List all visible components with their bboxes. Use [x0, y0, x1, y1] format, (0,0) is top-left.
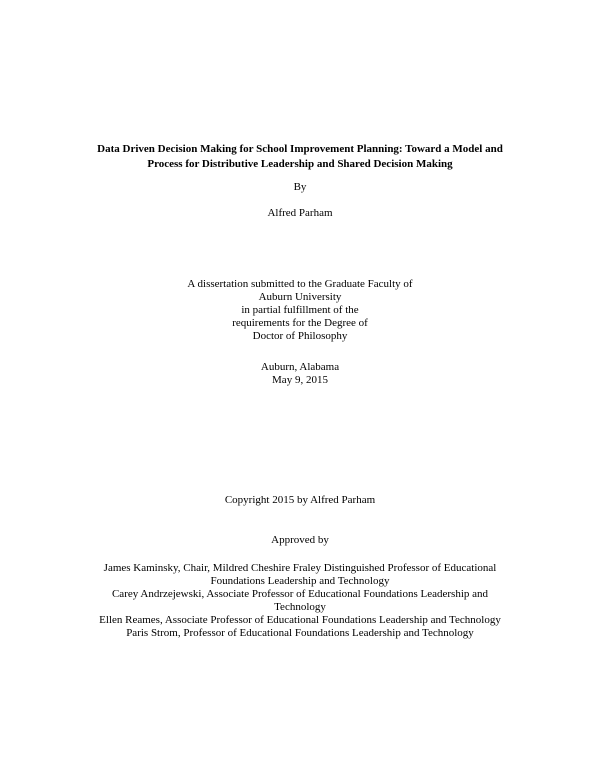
- committee-line-3: Carey Andrzejewski, Associate Professor of Educational Foundations Leadership and: [111, 588, 489, 600]
- submission-line-5: Doctor of Philosophy: [252, 330, 348, 342]
- place-and-date: [60, 361, 540, 387]
- submission-statement: [60, 278, 540, 343]
- committee-list: [70, 562, 530, 640]
- submission-line-2: Auburn University: [258, 291, 342, 303]
- date-line: May 9, 2015: [272, 374, 328, 386]
- copyright-notice: Copyright 2015 by Alfred Parham: [224, 494, 376, 506]
- committee-line-6: Paris Strom, Professor of Educational Foundations Leadership and Technology: [126, 627, 474, 639]
- by-label: By: [293, 181, 307, 193]
- committee-line-1: James Kaminsky, Chair, Mildred Cheshire Fraley Distinguished Professor of Educational: [103, 562, 497, 574]
- title-line-1: Data Driven Decision Making for School Improvement Planning: Toward a Model and: [97, 143, 503, 155]
- title-line-2: Process for Distributive Leadership and Shared Decision Making: [147, 158, 453, 170]
- submission-line-1: A dissertation submitted to the Graduate Faculty of: [187, 278, 413, 290]
- place-line: Auburn, Alabama: [260, 361, 340, 373]
- dissertation-title: [60, 142, 540, 172]
- submission-line-4: requirements for the Degree of: [232, 317, 368, 329]
- committee-line-4: Technology: [274, 601, 326, 613]
- committee-line-5: Ellen Reames, Associate Professor of Educational Foundations Leadership and Technology: [99, 614, 501, 626]
- author-name: Alfred Parham: [267, 207, 333, 219]
- submission-line-3: in partial fulfillment of the: [241, 304, 359, 316]
- approved-by-label: Approved by: [271, 534, 329, 546]
- committee-line-2: Foundations Leadership and Technology: [210, 575, 390, 587]
